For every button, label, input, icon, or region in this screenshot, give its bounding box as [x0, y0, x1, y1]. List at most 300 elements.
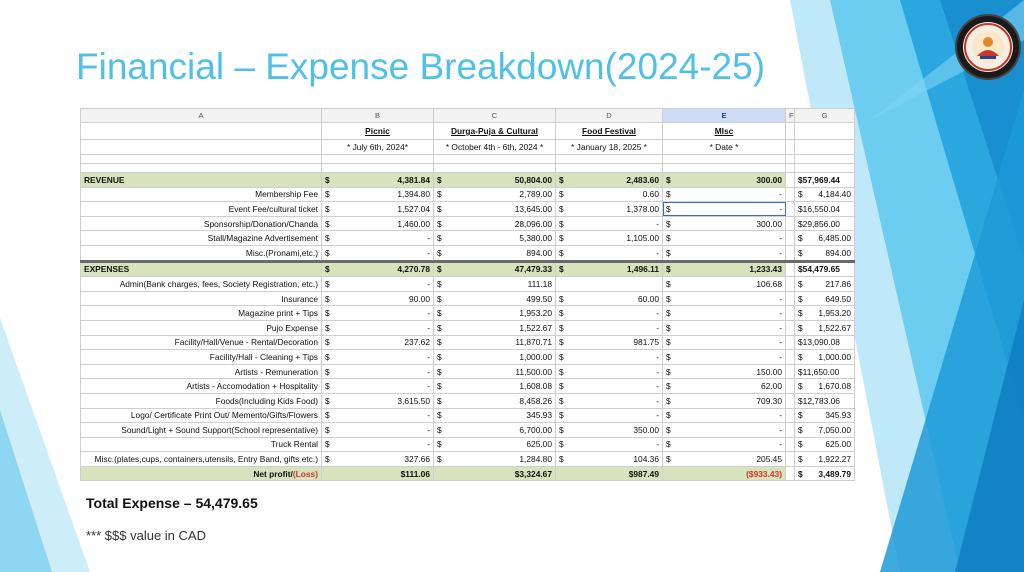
blank-cell[interactable]: [322, 155, 434, 164]
row-label[interactable]: [81, 277, 322, 292]
currency-symbol: $: [666, 395, 671, 406]
spacer-row: [81, 164, 855, 173]
table-row: [81, 452, 855, 467]
amount-cell[interactable]: [663, 231, 786, 246]
event-date[interactable]: * January 18, 2025 *: [556, 140, 663, 155]
currency-symbol: $: [559, 381, 564, 392]
row-label[interactable]: [81, 379, 322, 394]
currency-symbol: $: [798, 308, 803, 319]
amount-value: -: [427, 366, 430, 377]
blank-cell[interactable]: [81, 155, 322, 164]
blank-cell[interactable]: [81, 164, 322, 173]
row-label[interactable]: [81, 261, 322, 277]
amount-cell[interactable]: [663, 216, 786, 231]
event-date[interactable]: * Date *: [663, 140, 786, 155]
row-label[interactable]: [81, 306, 322, 321]
amount-cell[interactable]: [434, 306, 556, 321]
row-label-text: Facility/Hall/Venue - Rental/Decoration: [174, 337, 318, 348]
amount-cell[interactable]: [434, 320, 556, 335]
amount-cell[interactable]: [663, 452, 786, 467]
amount-value: 1,105.00: [626, 233, 659, 244]
currency-symbol: $: [325, 410, 330, 421]
row-total-cell[interactable]: [795, 231, 855, 246]
blank-cell[interactable]: [786, 466, 795, 481]
amount-cell[interactable]: [556, 277, 663, 292]
row-label[interactable]: [81, 437, 322, 452]
blank-cell[interactable]: [556, 155, 663, 164]
amount-value: 709.30: [756, 395, 782, 406]
amount-value: 0.60: [642, 189, 659, 200]
blank-cell[interactable]: [81, 140, 322, 155]
amount-cell[interactable]: [663, 306, 786, 321]
currency-symbol: $: [437, 337, 442, 348]
amount-cell[interactable]: [322, 335, 434, 350]
amount-value: -: [427, 308, 430, 319]
currency-symbol: $: [325, 218, 330, 229]
amount-cell[interactable]: [556, 364, 663, 379]
blank-cell[interactable]: [786, 261, 795, 277]
column-header-f[interactable]: F: [786, 109, 795, 123]
row-total-cell[interactable]: [795, 216, 855, 231]
row-total-cell[interactable]: [795, 187, 855, 202]
blank-cell[interactable]: [81, 123, 322, 140]
amount-cell[interactable]: [556, 216, 663, 231]
amount-value: 62.00: [761, 381, 782, 392]
amount-value: 300.00: [756, 174, 782, 185]
net-amount: $987.49: [628, 468, 659, 479]
amount-cell[interactable]: [556, 291, 663, 306]
row-total: 649.50: [825, 293, 851, 304]
blank-cell[interactable]: [786, 350, 795, 365]
amount-cell[interactable]: [663, 379, 786, 394]
currency-symbol: $: [798, 424, 803, 435]
amount-value: 2,483.60: [626, 174, 659, 185]
amount-cell[interactable]: [663, 408, 786, 423]
row-label[interactable]: [81, 423, 322, 438]
amount-cell[interactable]: [663, 187, 786, 202]
blank-cell[interactable]: [786, 123, 795, 140]
amount-cell[interactable]: [322, 466, 434, 481]
amount-cell[interactable]: [663, 466, 786, 481]
amount-value: 47,479.33: [514, 264, 552, 275]
currency-symbol: $: [798, 351, 803, 362]
row-total: 1,000.00: [818, 351, 851, 362]
row-label[interactable]: [81, 466, 322, 481]
table-row: [81, 306, 855, 321]
column-header-b[interactable]: B: [322, 109, 434, 123]
currency-symbol: $: [325, 439, 330, 450]
blank-cell[interactable]: [556, 164, 663, 173]
row-label-text: Sound/Light + Sound Support(School representative): [121, 424, 318, 435]
amount-cell[interactable]: [556, 231, 663, 246]
amount-value: 5,380.00: [519, 233, 552, 244]
amount-value: -: [656, 308, 659, 319]
currency-symbol: $: [559, 218, 564, 229]
currency-symbol: $: [437, 278, 442, 289]
spreadsheet[interactable]: [80, 108, 854, 480]
blank-cell[interactable]: [786, 306, 795, 321]
blank-cell[interactable]: [434, 155, 556, 164]
row-total-cell[interactable]: [795, 379, 855, 394]
row-total: $13,090.08: [798, 337, 840, 348]
row-total-cell[interactable]: [795, 291, 855, 306]
amount-value: -: [427, 439, 430, 450]
table-row: [81, 231, 855, 246]
currency-symbol: $: [437, 439, 442, 450]
amount-cell[interactable]: [322, 245, 434, 261]
amount-cell[interactable]: [556, 437, 663, 452]
amount-value: 106.68: [756, 278, 782, 289]
row-label[interactable]: [81, 364, 322, 379]
currency-symbol: $: [666, 247, 671, 258]
currency-symbol: $: [798, 439, 803, 450]
amount-cell[interactable]: [663, 245, 786, 261]
currency-symbol: $: [666, 174, 671, 185]
amount-value: -: [427, 278, 430, 289]
row-label[interactable]: [81, 202, 322, 217]
row-label[interactable]: [81, 350, 322, 365]
amount-value: 1,233.43: [749, 264, 782, 275]
amount-value: 11,500.00: [515, 366, 552, 377]
blank-cell[interactable]: [786, 437, 795, 452]
currency-symbol: $: [798, 233, 803, 244]
row-total: 1,922.27: [818, 454, 851, 465]
row-label[interactable]: [81, 216, 322, 231]
amount-value: 28,096.00: [514, 218, 552, 229]
currency-symbol: $: [559, 189, 564, 200]
row-label-text: Stall/Magazine Advertisement: [207, 233, 318, 244]
amount-cell[interactable]: [556, 187, 663, 202]
column-header-c[interactable]: C: [434, 109, 556, 123]
amount-cell[interactable]: [322, 452, 434, 467]
row-total: 1,522.67: [818, 322, 851, 333]
amount-cell[interactable]: [322, 306, 434, 321]
amount-cell[interactable]: [556, 452, 663, 467]
blank-cell[interactable]: [786, 320, 795, 335]
blank-cell[interactable]: [795, 140, 855, 155]
amount-value: -: [427, 424, 430, 435]
blank-cell[interactable]: [434, 164, 556, 173]
amount-cell[interactable]: [556, 335, 663, 350]
amount-value: 1,378.00: [626, 203, 659, 214]
amount-cell[interactable]: [434, 408, 556, 423]
row-label[interactable]: [81, 320, 322, 335]
amount-value: -: [427, 351, 430, 362]
amount-cell[interactable]: [556, 379, 663, 394]
amount-cell[interactable]: [556, 350, 663, 365]
blank-cell[interactable]: [786, 155, 795, 164]
currency-symbol: $: [666, 381, 671, 392]
blank-cell[interactable]: [786, 140, 795, 155]
blank-cell[interactable]: [786, 408, 795, 423]
row-total-cell[interactable]: [795, 261, 855, 277]
table-row: [81, 245, 855, 261]
amount-cell[interactable]: [663, 320, 786, 335]
amount-value: 111.18: [527, 278, 552, 289]
amount-cell[interactable]: [434, 364, 556, 379]
event-name[interactable]: Durga-Puja & Cultural: [434, 123, 556, 140]
amount-cell[interactable]: [322, 320, 434, 335]
expense-table: [80, 108, 855, 481]
row-label[interactable]: [81, 245, 322, 261]
amount-cell[interactable]: [663, 277, 786, 292]
row-label[interactable]: [81, 173, 322, 188]
row-total-cell[interactable]: [795, 393, 855, 408]
amount-cell[interactable]: [663, 261, 786, 277]
amount-value: 1,000.00: [519, 351, 552, 362]
amount-cell[interactable]: [434, 437, 556, 452]
row-total-cell[interactable]: [795, 245, 855, 261]
amount-value: 205.45: [756, 454, 782, 465]
column-header-e[interactable]: E: [663, 109, 786, 123]
amount-cell[interactable]: [434, 452, 556, 467]
row-total: 4,184.40: [818, 189, 851, 200]
currency-symbol: $: [798, 189, 803, 200]
blank-cell[interactable]: [786, 335, 795, 350]
event-date[interactable]: * July 6th, 2024*: [322, 140, 434, 155]
currency-symbol: $: [559, 293, 564, 304]
row-total-cell[interactable]: [795, 423, 855, 438]
amount-cell[interactable]: [434, 393, 556, 408]
event-name[interactable]: Food Festival: [556, 123, 663, 140]
event-name[interactable]: MIsc: [663, 123, 786, 140]
amount-cell[interactable]: [556, 320, 663, 335]
row-label-text: Pujo Expense: [266, 322, 318, 333]
blank-cell[interactable]: [786, 277, 795, 292]
row-total-cell[interactable]: [795, 437, 855, 452]
amount-cell[interactable]: [434, 335, 556, 350]
amount-cell[interactable]: [663, 335, 786, 350]
blank-cell[interactable]: [795, 123, 855, 140]
amount-cell[interactable]: [322, 173, 434, 188]
amount-cell[interactable]: [434, 423, 556, 438]
row-total: $29,856.00: [798, 218, 840, 229]
currency-symbol: $: [559, 203, 564, 214]
amount-cell[interactable]: [434, 379, 556, 394]
currency-symbol: $: [559, 454, 564, 465]
blank-cell[interactable]: [786, 423, 795, 438]
row-total: 345.93: [825, 410, 851, 421]
amount-cell[interactable]: [322, 393, 434, 408]
blank-cell[interactable]: [795, 155, 855, 164]
amount-cell[interactable]: [556, 173, 663, 188]
section-row: [81, 261, 855, 277]
amount-cell[interactable]: [556, 466, 663, 481]
currency-symbol: $: [437, 247, 442, 258]
event-name[interactable]: Picnic: [322, 123, 434, 140]
spacer-row: [81, 155, 855, 164]
section-row: [81, 173, 855, 188]
amount-cell[interactable]: [322, 379, 434, 394]
row-label[interactable]: [81, 408, 322, 423]
total-expense-text: Total Expense – 54,479.65: [86, 495, 258, 511]
amount-value: 8,458.26: [519, 395, 552, 406]
net-profit-row: [81, 466, 855, 481]
row-total: $57,969.44: [798, 174, 840, 185]
row-label[interactable]: [81, 291, 322, 306]
amount-value: 894.00: [526, 247, 552, 258]
amount-cell[interactable]: [663, 350, 786, 365]
row-total-cell[interactable]: [795, 452, 855, 467]
amount-cell[interactable]: [434, 291, 556, 306]
amount-value: -: [656, 247, 659, 258]
amount-value: 150.00: [756, 366, 782, 377]
row-total-cell[interactable]: [795, 350, 855, 365]
currency-symbol: $: [437, 218, 442, 229]
blank-cell[interactable]: [786, 364, 795, 379]
row-label[interactable]: [81, 452, 322, 467]
amount-cell[interactable]: [434, 350, 556, 365]
row-label-text: EXPENSES: [84, 264, 130, 275]
blank-cell[interactable]: [786, 187, 795, 202]
currency-symbol: $: [559, 322, 564, 333]
row-label-text: Logo/ Certificate Print Out/ Memento/Gifts/Flowers: [130, 410, 318, 421]
amount-cell[interactable]: [556, 202, 663, 217]
column-header-row: [81, 109, 855, 123]
amount-cell[interactable]: [556, 245, 663, 261]
row-total-cell[interactable]: [795, 466, 855, 481]
event-date[interactable]: * October 4th - 6th, 2024 *: [434, 140, 556, 155]
row-total-cell[interactable]: [795, 320, 855, 335]
amount-cell[interactable]: [322, 350, 434, 365]
row-label-text: Foods(Including Kids Food): [215, 395, 318, 406]
amount-cell[interactable]: [322, 187, 434, 202]
amount-cell[interactable]: [663, 173, 786, 188]
row-total: $12,783.06: [798, 395, 840, 406]
amount-cell[interactable]: [434, 231, 556, 246]
amount-cell[interactable]: [556, 423, 663, 438]
amount-value: 60.00: [638, 293, 659, 304]
amount-cell[interactable]: [663, 393, 786, 408]
amount-cell[interactable]: [434, 216, 556, 231]
currency-symbol: $: [437, 264, 442, 275]
amount-cell[interactable]: [663, 291, 786, 306]
amount-cell[interactable]: [322, 423, 434, 438]
amount-cell[interactable]: [322, 364, 434, 379]
blank-cell[interactable]: [786, 173, 795, 188]
blank-cell[interactable]: [786, 231, 795, 246]
amount-value: -: [427, 381, 430, 392]
amount-value: -: [779, 424, 782, 435]
row-total-cell[interactable]: [795, 277, 855, 292]
amount-cell[interactable]: [663, 202, 786, 217]
currency-symbol: $: [325, 366, 330, 377]
row-label-text: Misc.(plates,cups, containers,utensils, Entry Band, gifts etc.): [94, 454, 318, 465]
currency-symbol: $: [559, 424, 564, 435]
row-label[interactable]: [81, 231, 322, 246]
column-header-g[interactable]: G: [795, 109, 855, 123]
currency-symbol: $: [666, 410, 671, 421]
amount-cell[interactable]: [322, 216, 434, 231]
amount-cell[interactable]: [322, 437, 434, 452]
row-label[interactable]: [81, 335, 322, 350]
amount-cell[interactable]: [322, 202, 434, 217]
amount-value: -: [779, 293, 782, 304]
currency-symbol: $: [666, 337, 671, 348]
row-label[interactable]: [81, 187, 322, 202]
amount-cell[interactable]: [322, 291, 434, 306]
currency-symbol: $: [798, 410, 803, 421]
amount-value: 6,700.00: [519, 424, 552, 435]
currency-symbol: $: [437, 189, 442, 200]
blank-cell[interactable]: [786, 379, 795, 394]
amount-cell[interactable]: [322, 277, 434, 292]
currency-symbol: $: [559, 439, 564, 450]
currency-symbol: $: [666, 189, 671, 200]
currency-symbol: $: [437, 203, 442, 214]
blank-cell[interactable]: [663, 155, 786, 164]
blank-cell[interactable]: [786, 216, 795, 231]
blank-cell[interactable]: [322, 164, 434, 173]
row-total-cell[interactable]: [795, 173, 855, 188]
amount-cell[interactable]: [322, 231, 434, 246]
column-header-d[interactable]: D: [556, 109, 663, 123]
amount-cell[interactable]: [434, 261, 556, 277]
amount-cell[interactable]: [556, 261, 663, 277]
blank-cell[interactable]: [786, 164, 795, 173]
amount-cell[interactable]: [322, 261, 434, 277]
blank-cell[interactable]: [786, 452, 795, 467]
column-header-a[interactable]: A: [81, 109, 322, 123]
row-total-cell[interactable]: [795, 335, 855, 350]
amount-cell[interactable]: [434, 187, 556, 202]
table-row: [81, 202, 855, 217]
blank-cell[interactable]: [795, 164, 855, 173]
currency-symbol: $: [559, 337, 564, 348]
amount-cell[interactable]: [556, 393, 663, 408]
currency-symbol: $: [559, 308, 564, 319]
blank-cell[interactable]: [786, 245, 795, 261]
row-total-cell[interactable]: [795, 364, 855, 379]
amount-cell[interactable]: [434, 202, 556, 217]
net-amount: $3,324.67: [514, 468, 552, 479]
currency-symbol: $: [666, 203, 671, 214]
amount-cell[interactable]: [434, 245, 556, 261]
blank-cell[interactable]: [786, 202, 795, 217]
blank-cell[interactable]: [786, 291, 795, 306]
amount-cell[interactable]: [434, 173, 556, 188]
row-total-cell[interactable]: [795, 202, 855, 217]
amount-cell[interactable]: [322, 408, 434, 423]
amount-cell[interactable]: [556, 306, 663, 321]
amount-value: 237.62: [404, 337, 430, 348]
amount-cell[interactable]: [556, 408, 663, 423]
amount-value: -: [427, 322, 430, 333]
amount-cell[interactable]: [663, 423, 786, 438]
row-label[interactable]: [81, 393, 322, 408]
blank-cell[interactable]: [786, 393, 795, 408]
currency-symbol: $: [325, 454, 330, 465]
currency-symbol: $: [437, 454, 442, 465]
currency-symbol: $: [559, 174, 564, 185]
amount-value: -: [779, 322, 782, 333]
currency-symbol: $: [559, 366, 564, 377]
row-total-cell[interactable]: [795, 306, 855, 321]
amount-cell[interactable]: [434, 466, 556, 481]
amount-cell[interactable]: [434, 277, 556, 292]
amount-cell[interactable]: [663, 437, 786, 452]
amount-value: 1,522.67: [519, 322, 552, 333]
amount-value: 1,527.04: [397, 203, 430, 214]
blank-cell[interactable]: [663, 164, 786, 173]
amount-value: -: [779, 439, 782, 450]
amount-cell[interactable]: [663, 364, 786, 379]
row-total-cell[interactable]: [795, 408, 855, 423]
amount-value: 11,870.71: [515, 337, 552, 348]
amount-value: -: [779, 189, 782, 200]
row-label-text: Facility/Hall - Cleaning + Tips: [209, 351, 318, 362]
currency-symbol: $: [325, 308, 330, 319]
